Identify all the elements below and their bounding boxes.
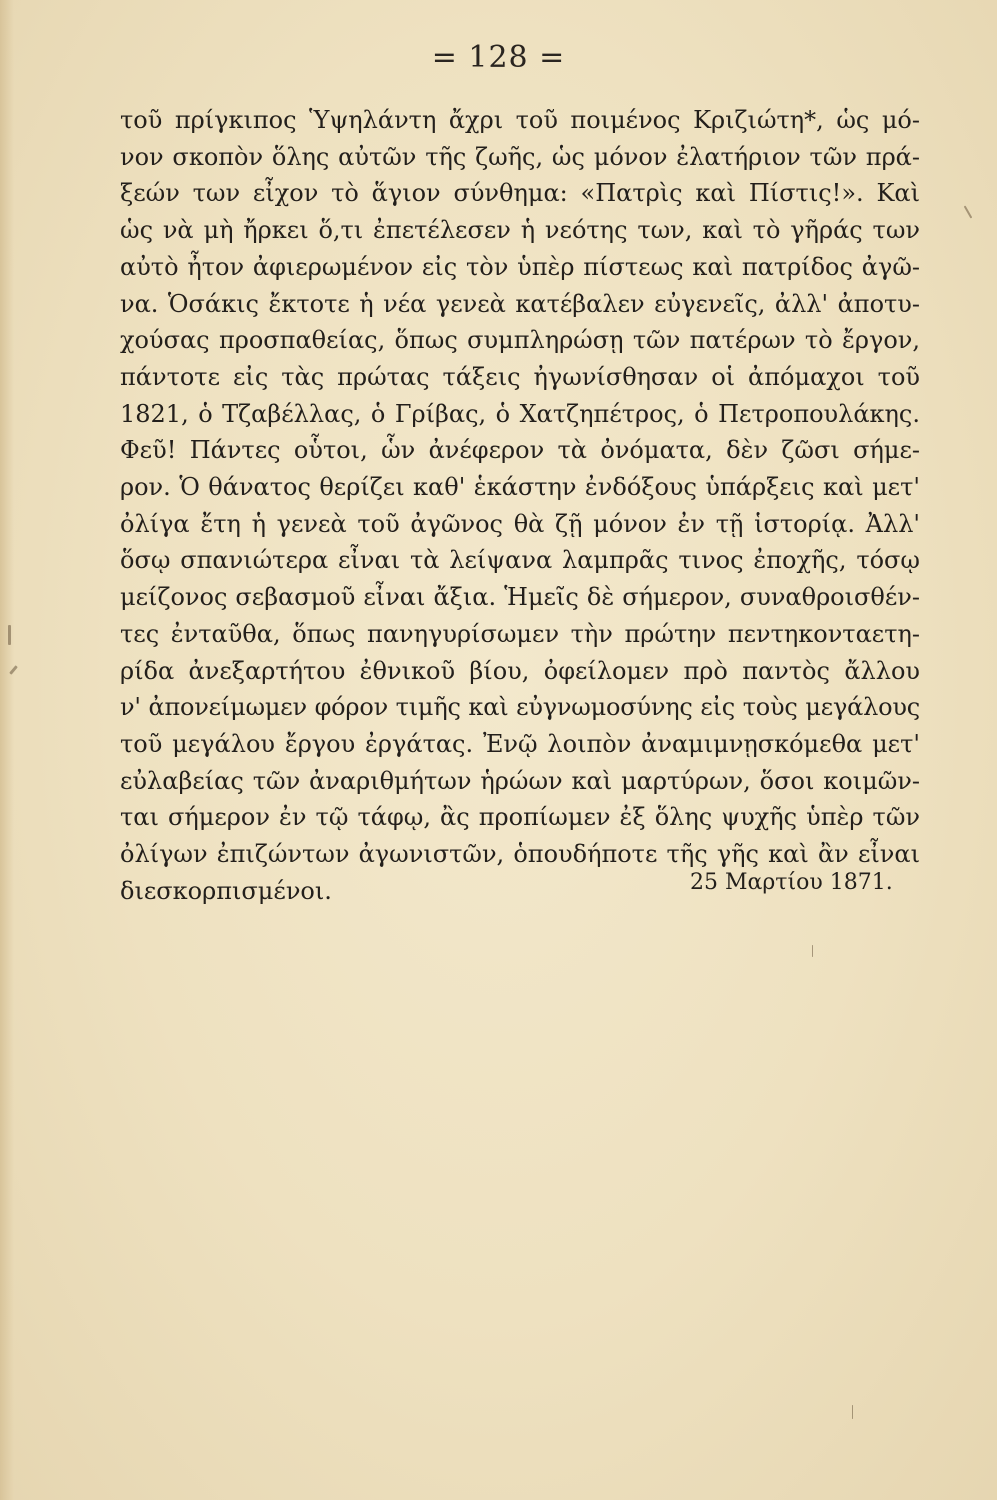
page-edge-shadow xyxy=(0,0,14,1500)
text-line: ὡς νὰ μὴ ἤρκει ὅ,τι ἐπετέλεσεν ἡ νεότης των, καὶ τὸ γῆράς των xyxy=(120,216,920,245)
text-line: ται σήμερον ἐν τῷ τάφῳ, ἂς προπίωμεν ἐξ ὅλης ψυχῆς ὑπὲρ τῶν xyxy=(120,803,920,832)
date-signature: 25 Μαρτίου 1871. xyxy=(690,870,893,895)
paper-speck xyxy=(812,945,813,957)
text-line: 1821, ὁ Τζαβέλλας, ὁ Γρίβας, ὁ Χατζηπέτρος, ὁ Πετροπουλάκης. xyxy=(120,399,920,428)
text-line: ὀλίγα ἔτη ἡ γενεὰ τοῦ ἀγῶνος θὰ ζῇ μόνον ἐν τῇ ἱστορίᾳ. Ἀλλ' xyxy=(120,509,920,538)
text-line: εὐλαβείας τῶν ἀναριθμήτων ἡρώων καὶ μαρτύρων, ὅσοι κοιμῶν- xyxy=(120,766,920,795)
text-line: να. Ὁσάκις ἔκτοτε ἡ νέα γενεὰ κατέβαλεν εὐγενεῖς, ἀλλ' ἀποτυ- xyxy=(120,289,920,318)
paper-speck xyxy=(852,1405,853,1419)
paper-speck xyxy=(964,205,973,218)
text-line: ρον. Ὁ θάνατος θερίζει καθ' ἑκάστην ἐνδόξους ὑπάρξεις καὶ μετ' xyxy=(120,473,920,502)
text-line: αὐτὸ ἦτον ἀφιερωμένον εἰς τὸν ὑπὲρ πίστεως καὶ πατρίδος ἀγῶ- xyxy=(120,252,920,281)
text-line: ν' ἀπονείμωμεν φόρον τιμῆς καὶ εὐγνωμοσύνης εἰς τοὺς μεγάλους xyxy=(120,693,920,722)
text-line: Φεῦ! Πάντες οὗτοι, ὧν ἀνέφερον τὰ ὀνόματα, δὲν ζῶσι σήμε- xyxy=(120,436,920,465)
text-line: μείζονος σεβασμοῦ εἶναι ἄξια. Ἡμεῖς δὲ σήμερον, συναθροισθέν- xyxy=(120,583,920,612)
text-line: νον σκοπὸν ὅλης αὐτῶν τῆς ζωῆς, ὡς μόνον ἐλατήριον τῶν πρά- xyxy=(120,142,920,171)
text-line: τοῦ πρίγκιπος Ὑψηλάντη ἄχρι τοῦ ποιμένος Κριζιώτη*, ὡς μό- xyxy=(120,106,920,134)
text-line: ὀλίγων ἐπιζώντων ἀγωνιστῶν, ὁπουδήποτε τῆς γῆς καὶ ἂν εἶναι xyxy=(120,840,920,869)
text-line: ὅσῳ σπανιώτερα εἶναι τὰ λείψανα λαμπρᾶς τινος ἐποχῆς, τόσῳ xyxy=(120,546,920,575)
text-line: πάντοτε εἰς τὰς πρώτας τάξεις ἠγωνίσθησαν οἱ ἀπόμαχοι τοῦ xyxy=(120,362,920,391)
text-line: ρίδα ἀνεξαρτήτου ἐθνικοῦ βίου, ὀφείλομεν πρὸ παντὸς ἄλλου xyxy=(120,656,920,685)
text-line: χούσας προσπαθείας, ὅπως συμπληρώσῃ τῶν πατέρων τὸ ἔργον, xyxy=(120,326,920,355)
page-number: = 128 = xyxy=(431,40,566,75)
text-line-last: διεσκορπισμένοι. xyxy=(120,876,332,905)
text-line: τοῦ μεγάλου ἔργου ἐργάτας. Ἐνῷ λοιπὸν ἀναμιμνῃσκόμεθα μετ' xyxy=(120,729,920,758)
body-text xyxy=(120,102,920,909)
text-line: ξεών των εἶχον τὸ ἅγιον σύνθημα: «Πατρὶς καὶ Πίστις!». Καὶ xyxy=(120,179,920,208)
text-line: τες ἐνταῦθα, ὅπως πανηγυρίσωμεν τὴν πρώτην πεντηκονταετη- xyxy=(120,619,920,648)
paper-speck xyxy=(8,625,11,645)
